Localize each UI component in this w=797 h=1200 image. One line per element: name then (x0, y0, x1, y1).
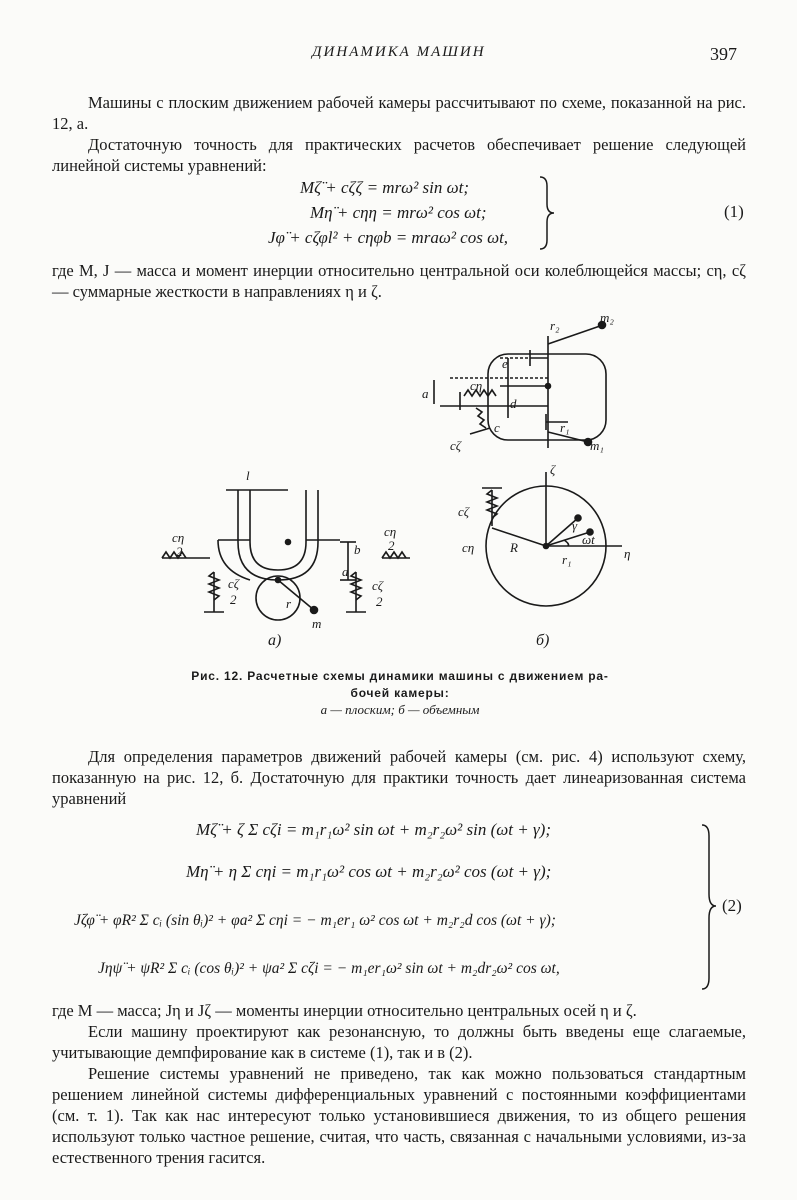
svg-text:cζ: cζ (450, 438, 462, 453)
svg-text:b: b (354, 542, 361, 557)
svg-text:m₁: m₁ (590, 438, 604, 453)
svg-text:cη: cη (384, 524, 397, 539)
system2-brace (698, 822, 722, 992)
figure-caption-line2: бочей камеры: (350, 686, 450, 700)
figure-label-a: а) (268, 632, 282, 649)
paragraph-5: где M — масса; Jη и Jζ — моменты инерции относительно центральных осей η и ζ. (52, 1001, 637, 1020)
svg-text:cζ: cζ (458, 504, 470, 519)
svg-text:r: r (286, 596, 292, 611)
paragraph-6: Если машину проектируют как резонансную, то должны быть введены еще слагаемые, учитывающие демпфирование как в системе (1), так и в (2). (52, 1022, 746, 1062)
svg-text:a: a (422, 386, 429, 401)
svg-text:2: 2 (230, 592, 237, 607)
paragraph-2: Достаточную точность для практических расчетов обеспечивает решение следующей линейной системы уравнений: (52, 135, 746, 175)
svg-text:γ: γ (572, 518, 578, 533)
svg-text:a: a (342, 564, 349, 579)
system2-number: (2) (722, 896, 742, 915)
system2-line3: Jζφ̈ + φR² Σ cᵢ (sin θᵢ)² + φa² Σ cηi = − m₁er₁ ω² cos ωt + m₂r₂d cos (ωt + γ); (74, 912, 556, 929)
system2-line2: Mη̈ + η Σ cηi = m₁r₁ω² cos ωt + m₂r₂ω² cos (ωt + γ); (186, 862, 552, 881)
system1-line3: Jφ̈ + cζφl² + cηφb = mraω² cos ωt, (268, 228, 509, 247)
svg-text:d: d (510, 396, 517, 411)
figure-caption-line1: Рис. 12. Расчетные схемы динамики машины с движением ра- (191, 669, 609, 683)
svg-text:cη: cη (172, 530, 185, 545)
svg-text:2: 2 (388, 538, 395, 553)
svg-text:ζ: ζ (550, 462, 556, 477)
system2-line1: Mζ̈ + ζ Σ cζi = m₁r₁ω² sin ωt + m₂r₂ω² sin (ωt + γ); (196, 820, 551, 839)
svg-text:cη: cη (470, 378, 483, 393)
running-header: ДИНАМИКА МАШИН (312, 44, 486, 60)
svg-text:r₁: r₁ (560, 420, 570, 435)
svg-text:2: 2 (176, 544, 183, 559)
svg-text:r₁: r₁ (562, 552, 572, 567)
svg-text:r₂: r₂ (550, 318, 560, 333)
system2-line4: Jηψ̈ + ψR² Σ cᵢ (cos θᵢ)² + ψa² Σ cζi = − m₁er₁ω² sin ωt + m₂dr₂ω² cos ωt, (98, 960, 560, 977)
svg-text:l: l (246, 468, 250, 483)
figure-caption (160, 668, 640, 702)
svg-text:cζ: cζ (372, 578, 384, 593)
svg-text:c: c (494, 420, 500, 435)
figure-b-schematic (452, 460, 642, 620)
paragraph-1: Машины с плоским движением рабочей камеры рассчитывают по схеме, показанной на рис. 12, а. (52, 93, 746, 133)
figure-label-b: б) (536, 632, 550, 649)
system1-line2: Mη̈ + cηη = mrω² cos ωt; (310, 203, 487, 222)
svg-text:e: e (502, 356, 508, 371)
paragraph-4: Для определения параметров движений рабочей камеры (см. рис. 4) используют схему, показанную на рис. 12, б. Достаточную для практики точность дает линеаризованная система уравнений (52, 747, 746, 808)
svg-text:η: η (624, 546, 631, 561)
svg-text:cζ: cζ (228, 576, 240, 591)
svg-text:R: R (510, 540, 518, 555)
svg-text:m₂: m₂ (600, 310, 614, 325)
svg-text:2: 2 (376, 594, 383, 609)
svg-text:cη: cη (462, 540, 475, 555)
svg-text:m: m (312, 616, 322, 631)
figure-a-schematic (150, 462, 430, 632)
system1-line1: Mζ̈ + cζζ = mrω² sin ωt; (300, 178, 470, 197)
page-number: 397 (710, 44, 737, 64)
svg-text:ωt: ωt (582, 532, 595, 547)
system1-number: (1) (724, 202, 744, 221)
figure-caption-sub: а — плоским; б — объемным (320, 702, 480, 717)
figure-schematic-top (420, 308, 640, 460)
paragraph-3: где M, J — масса и момент инерции относительно центральной оси колеблющейся массы; cη, cζ — суммарные жесткости в направлениях η и ζ. (52, 261, 746, 301)
paragraph-7: Решение системы уравнений не приведено, так как можно пользоваться стандартным решением линейной системы дифференциальных уравнений с постоянными коэффициентами (см. т. 1). Так как нас интересуют только установившиеся движения, то из общего решения используют только частное решение, считая, что часть, связанная с начальными условиями, из-за естественного трения гасится. (52, 1064, 746, 1167)
system1-brace (536, 174, 560, 252)
